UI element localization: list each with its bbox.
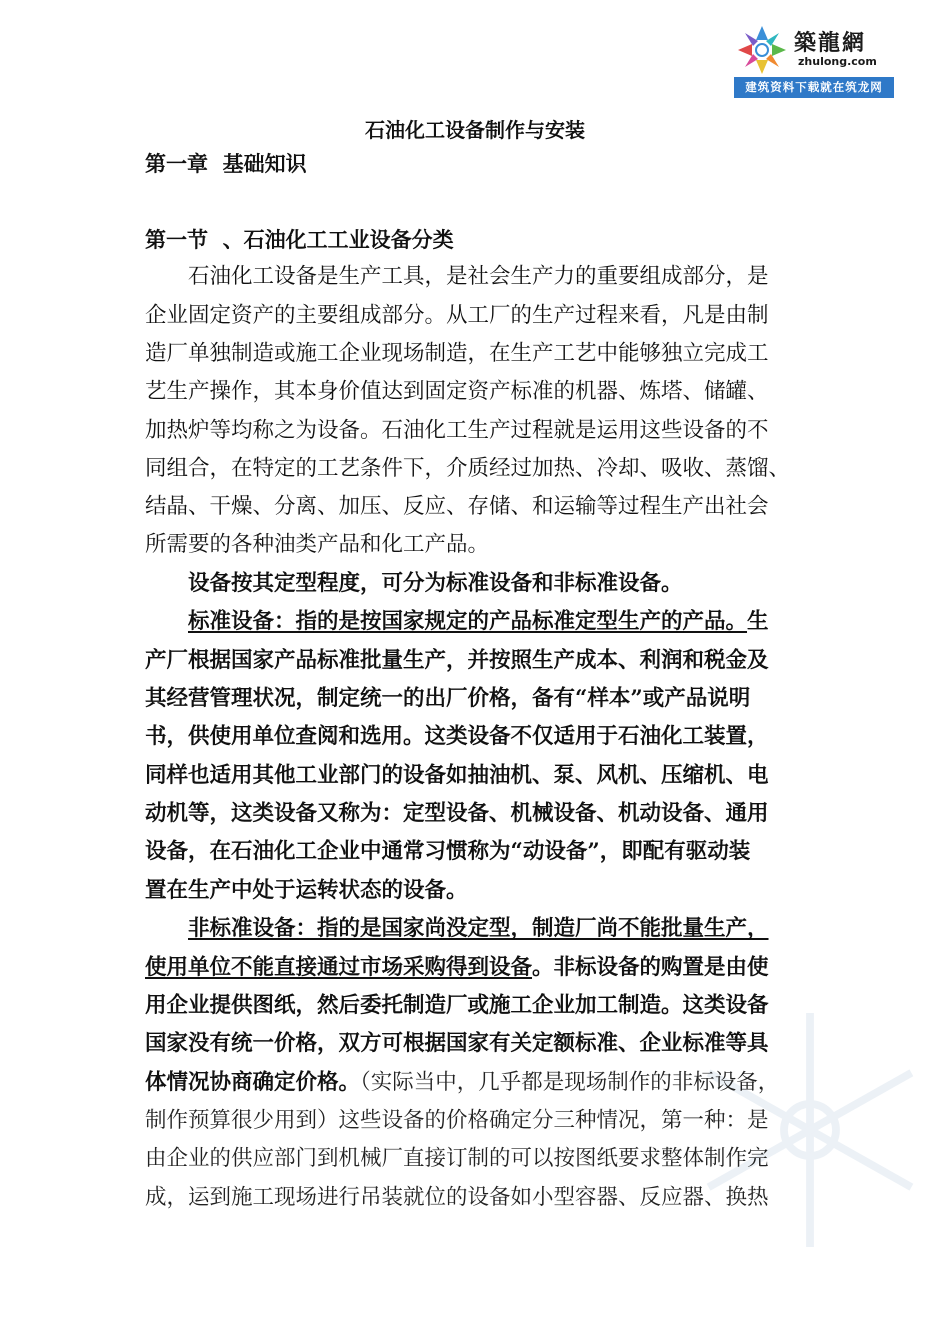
para4-line2-rest: 。非标设备的购置是由使	[532, 955, 769, 980]
para4-line: 制作预算很少用到）这些设备的价格确定分三种情况，第一种：是	[145, 1108, 769, 1133]
para4-line	[145, 1068, 779, 1098]
para1-line: 石油化工设备是生产工具，是社会生产力的重要组成部分，是	[188, 264, 769, 289]
para4-line	[145, 953, 769, 983]
para4-line5-rest: （实际当中，几乎都是现场制作的非标设备，	[360, 1070, 780, 1095]
section-heading: 第一节 、石油化工工业设备分类	[145, 227, 454, 252]
logo-emblem-icon	[734, 24, 790, 76]
nonstandard-equipment-definition: 非标准设备：指的是国家尚没定型，制造厂尚不能批量生产，	[188, 916, 769, 941]
para3-line: 同样也适用其他工业部门的设备如抽油机、泵、风机、压缩机、电	[145, 763, 769, 788]
para4-line: 成，运到施工现场进行吊装就位的设备如小型容器、反应器、换热	[145, 1185, 769, 1210]
para3-line: 产厂根据国家产品标准批量生产，并按照生产成本、利润和税金及	[145, 648, 769, 673]
para1-line: 艺生产操作，其本身价值达到固定资产标准的机器、炼塔、储罐、	[145, 379, 769, 404]
para1-line: 加热炉等均称之为设备。石油化工生产过程就是运用这些设备的不	[145, 418, 769, 443]
logo-slogan: 建筑资料下载就在筑龙网	[734, 77, 894, 98]
standard-equipment-definition: 标准设备：指的是按国家规定的产品标准定型生产的产品。	[188, 609, 748, 634]
para4-line	[188, 914, 769, 944]
logo-name: 築龍網	[794, 31, 867, 56]
chapter-heading: 第一章 基础知识	[145, 151, 307, 176]
nonstandard-equipment-definition-cont: 使用单位不能直接通过市场采购得到设备	[145, 955, 533, 980]
para3-first-line	[188, 607, 769, 637]
para4-line: 国家没有统一价格，双方可根据国家有关定额标准、企业标准等具	[145, 1031, 769, 1056]
logo-url: zhulong.com	[798, 55, 877, 68]
para3-line: 其经营管理状况，制定统一的出厂价格，备有“样本”或产品说明	[145, 686, 751, 711]
para1-line: 同组合，在特定的工艺条件下，介质经过加热、冷却、吸收、蒸馏、	[145, 456, 791, 481]
para3-line: 置在生产中处于运转状态的设备。	[145, 878, 468, 903]
para3-line: 动机等，这类设备又称为：定型设备、机械设备、机动设备、通用	[145, 801, 769, 826]
para2-line: 设备按其定型程度，可分为标准设备和非标准设备。	[188, 571, 683, 596]
para4-line: 由企业的供应部门到机械厂直接订制的可以按图纸要求整体制作完	[145, 1146, 769, 1171]
para4-line: 用企业提供图纸，然后委托制造厂或施工企业加工制造。这类设备	[145, 993, 769, 1018]
para1-line: 所需要的各种油类产品和化工产品。	[145, 532, 490, 557]
para1-line: 结晶、干燥、分离、加压、反应、存储、和运输等过程生产出社会	[145, 494, 769, 519]
para1-line: 造厂单独制造或施工企业现场制造，在生产工艺中能够独立完成工	[145, 341, 769, 366]
zhulong-logo	[734, 24, 894, 100]
para4-line5-bold: 体情况协商确定价格。	[145, 1070, 361, 1095]
para3-first-rest: 生	[747, 609, 769, 634]
para3-line: 设备，在石油化工企业中通常习惯称为“动设备”，即配有驱动装	[145, 839, 751, 864]
document-title: 石油化工设备制作与安装	[365, 118, 585, 142]
para1-line: 企业固定资产的主要组成部分。从工厂的生产过程来看，凡是由制	[145, 303, 769, 328]
para3-line: 书，供使用单位查阅和选用。这类设备不仅适用于石油化工装置，	[145, 724, 769, 749]
